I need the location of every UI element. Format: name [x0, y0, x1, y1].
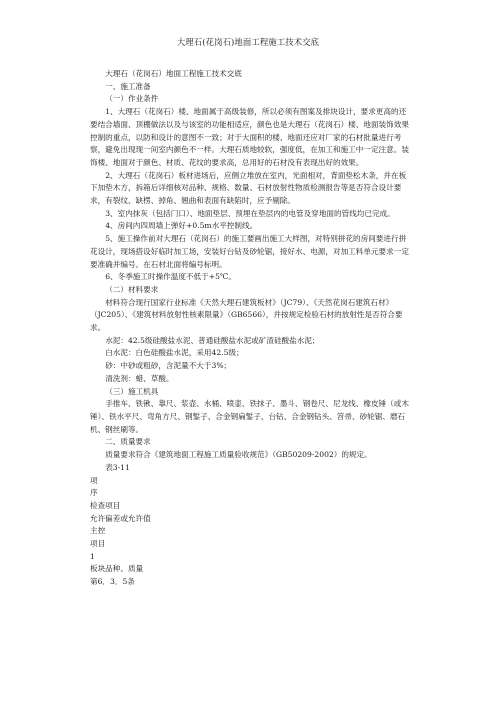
- paragraph: 项: [90, 475, 98, 485]
- paragraph: 1、大理石（花岗石）楼、地面属于高级装修，所以必须有图案及排块设计，要求更高的还要结合墙面、顶棚做法以及与该室的功能相适应，颜色也是大理石（花岗石）楼、地面装饰效果控制的重点，以防和设计的意图不一致；对于大面积的楼、地面还应对厂家的石材批量进行考察，避免出现现一间室内颜色不一样。大理石质地较软，强度低，在加工和施工中一定注意。装饰楼、地面对于颜色、材质、花纹的要求高，总用好的石材没有表现出好的效果。: [90, 107, 409, 167]
- paragraph: 板块品种、质量: [90, 564, 144, 574]
- paragraph: （二）材料要求: [105, 284, 159, 294]
- paragraph: 质量要求符合《建筑地面工程施工质量验收规范》（GB50209-2002）的规定。: [105, 450, 372, 460]
- paragraph: 允许偏差或允许值: [90, 513, 151, 523]
- paragraph: 4、房间内四周墙上弹好+0.5m水平控制线。: [105, 221, 258, 231]
- paragraph: 2、大理石（花岗石）板材进场后，应侧立堆放在室内，光面相对，背面垫松木条，并在板下加垫木方，拆箱后详细核对品种、规格、数量、石材放射性物质检测报告等是否符合设计要求，有裂纹、缺楞、掉角、翘曲和表面有缺陷时，应予剔除。: [90, 170, 407, 206]
- paragraph: （三）施工机具: [105, 386, 159, 396]
- document-title: 大理石(花岗石)地面工程施工技术交底: [176, 37, 320, 47]
- paragraph: 砂：中砂或粗砂，含泥量不大于3%；: [105, 361, 232, 371]
- paragraph: 二、质量要求: [105, 437, 151, 447]
- paragraph: 5、施工操作前对大理石（花岗石）的施工要画出施工大样图，对特别拼花的房间要进行拼花设计，现场搭设好临时加工场，安装好台钻及砂轮锯，接好水、电源，对加工料单元要求一定要准确并编号。在石材北面将编号标明。: [90, 234, 409, 269]
- paragraph: 手推车、铁锹、靠尺、浆壶、水桶、喷壶、铁抹子、墨斗、钢卷尺、尼龙线、橡皮锤（或木锤）、铁水平尺、弯角方尺、钢錾子、合金钢扁錾子、台钻、合金钢钻头、笤帚、砂轮锯、磨石机、钢丝刷等。: [90, 399, 409, 434]
- paragraph: 1: [90, 551, 95, 561]
- paragraph: 白水泥：白色硅酸盐水泥，采用42.5级；: [105, 348, 244, 358]
- paragraph: 清洗剂：蜡、草酸。: [105, 373, 174, 383]
- paragraph: 第6．3．5条: [90, 577, 135, 587]
- paragraph: 6、冬季施工时操作温度不低于+5℃。: [105, 272, 237, 282]
- document-body: [90, 68, 410, 589]
- paragraph: 水泥：42.5级硅酸盐水泥、普通硅酸盐水泥或矿渣硅酸盐水泥；: [105, 335, 320, 345]
- paragraph: 序: [90, 488, 98, 498]
- paragraph: 检查项目: [90, 500, 121, 510]
- paragraph: 3、室内抹灰（包括门口）、地面垫层、预埋在垫层内的电管及穿地面的管线均已完成。: [105, 208, 395, 218]
- paragraph: 大理石（花岗石）地面工程施工技术交底: [105, 69, 242, 78]
- paragraph: （一）作业条件: [105, 94, 159, 104]
- paragraph: 主控: [90, 526, 106, 536]
- paragraph: 表3-11: [105, 462, 130, 472]
- paragraph: 项目: [90, 539, 106, 549]
- paragraph: 材料符合现行国家行业标准《天然大理石建筑板材》（JC79）、《天然花岗石建筑石材》（JC205）、《建筑材料放射性核素限量》（GB6566），并按规定检验石材的放射性是否符合要求。: [90, 297, 403, 333]
- paragraph: 一、施工准备: [105, 81, 151, 91]
